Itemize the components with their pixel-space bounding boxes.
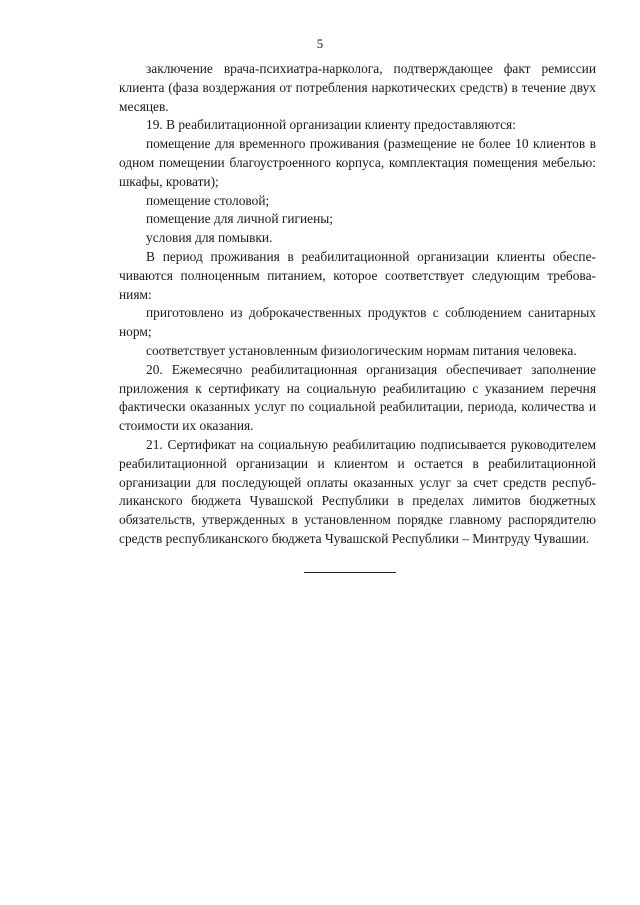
paragraph-washing-conditions: условия для помывки. [146, 230, 273, 246]
end-separator-line [304, 572, 396, 573]
paragraph-dining-room: помещение столовой; [146, 192, 270, 208]
paragraph-narcologist-conclusion: заключение врача-психиатра-нарколога, подтверждающее факт ремиссии клиента (фаза воздержания от потребления наркотических средств) в течение двух месяцев. [119, 61, 596, 114]
paragraph-19-intro: 19. В реабилитационной организации клиенту предоставляются: [146, 117, 516, 133]
paragraph-nutrition-intro: В период проживания в реабилитационной организации клиенты обеспечиваются полноценным питанием, которое соответствует следующим требованиям: [119, 248, 596, 302]
paragraph-hygiene-room: помещение для личной гигиены; [146, 211, 334, 227]
paragraph-21-certificate-signing: 21. Сертификат на социальную реабилитацию подписывается руководителем реабилитационной организации и клиентом и остается в реабилитационной организации для последующей оплаты оказанных услуг за счет средств республиканского бюджета Чувашской Республики в пределах лимитов бюджетных обязательств, утвержденных в установленном порядке главному распорядителю средств республиканского бюджета Чувашской Республики – Минтруду Чувашии. [119, 436, 596, 546]
page-number: 5 [316, 36, 324, 51]
paragraph-20-monthly-report: 20. Ежемесячно реабилитационная организация обеспечивает заполнение приложения к сертификату на социальную реабилитацию с указанием перечня фактически оказанных услуг по социальной реабилитации, периода, количества и стоимости их оказания. [119, 361, 596, 434]
paragraph-quality-products: приготовлено из доброкачественных продуктов с соблюдением санитарных норм; [119, 305, 596, 340]
document-body [119, 60, 596, 549]
paragraph-physiological-norms: соответствует установленным физиологическим нормам питания человека. [146, 342, 577, 358]
paragraph-temporary-housing: помещение для временного проживания (размещение не более 10 клиентов в одном помещении благоустроенного корпуса, комплектация помещения мебелью: шкафы, кровати); [119, 136, 596, 189]
